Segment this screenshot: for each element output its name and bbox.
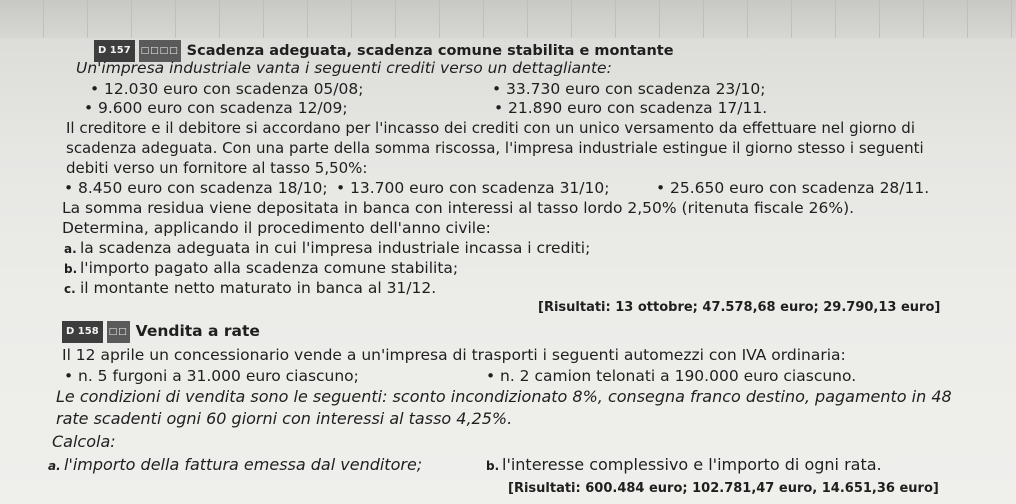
exercise-title: Scadenza adeguata, scadenza comune stabilita e montante	[186, 43, 674, 59]
task-item: b. l'interesse complessivo e l'importo di ogni rata.	[486, 455, 882, 474]
body-text: Il creditore e il debitore si accordano per l'incasso dei crediti con un unico versamento da effettuare nel giorno di	[66, 119, 915, 137]
debt-item: • 8.450 euro con scadenza 18/10;	[64, 179, 328, 197]
grid-strip	[0, 0, 1016, 38]
task-item: a. la scadenza adeguata in cui l'impresa industriale incassa i crediti;	[64, 239, 591, 257]
determine-text: Determina, applicando il procedimento dell'anno civile:	[62, 219, 491, 237]
difficulty-indicator: □□	[107, 321, 130, 343]
credit-item: • 33.730 euro con scadenza 23/10;	[492, 80, 766, 98]
exercise-158-header	[62, 321, 260, 343]
task-item: c. il montante netto maturato in banca al 31/12.	[64, 279, 437, 297]
task-item: b. l'importo pagato alla scadenza comune stabilita;	[64, 259, 459, 277]
exercise-intro: Il 12 aprile un concessionario vende a un'impresa di trasporti i seguenti automezzi con IVA ordinaria:	[62, 346, 846, 364]
credit-item: • 21.890 euro con scadenza 17/11.	[494, 99, 768, 117]
vehicle-item: • n. 5 furgoni a 31.000 euro ciascuno;	[64, 367, 359, 385]
results-text: [Risultati: 13 ottobre; 47.578,68 euro; 29.790,13 euro]	[538, 300, 941, 315]
calcola-label: Calcola:	[52, 432, 116, 451]
body-text: scadenza adeguata. Con una parte della somma riscossa, l'impresa industriale estingue il giorno stesso i seguenti	[66, 139, 924, 157]
conditions-text: rate scadenti ogni 60 giorni con interessi al tasso 4,25%.	[56, 409, 513, 428]
debt-item: • 25.650 euro con scadenza 28/11.	[656, 179, 930, 197]
difficulty-indicator: □□□□	[139, 40, 181, 62]
credit-item: • 12.030 euro con scadenza 05/08;	[90, 80, 364, 98]
body-text: debiti verso un fornitore al tasso 5,50%:	[66, 159, 368, 177]
vehicle-item: • n. 2 camion telonati a 190.000 euro ciascuno.	[486, 367, 857, 385]
results-text: [Risultati: 600.484 euro; 102.781,47 euro, 14.651,36 euro]	[508, 481, 939, 496]
residual-text: La somma residua viene depositata in banca con interessi al tasso lordo 2,50% (ritenuta fiscale 26%).	[62, 199, 855, 217]
exercise-title: Vendita a rate	[135, 322, 260, 340]
exercise-number-badge: D 158	[62, 321, 103, 343]
debt-item: • 13.700 euro con scadenza 31/10;	[336, 179, 610, 197]
exercise-number-badge: D 157	[94, 40, 135, 62]
conditions-text: Le condizioni di vendita sono le seguenti: sconto incondizionato 8%, consegna franco destino, pagamento in 48	[56, 387, 952, 406]
exercise-intro: Un'impresa industriale vanta i seguenti crediti verso un dettagliante:	[76, 59, 612, 77]
task-item: a. l'importo della fattura emessa dal venditore;	[48, 455, 423, 474]
credit-item: • 9.600 euro con scadenza 12/09;	[84, 99, 348, 117]
